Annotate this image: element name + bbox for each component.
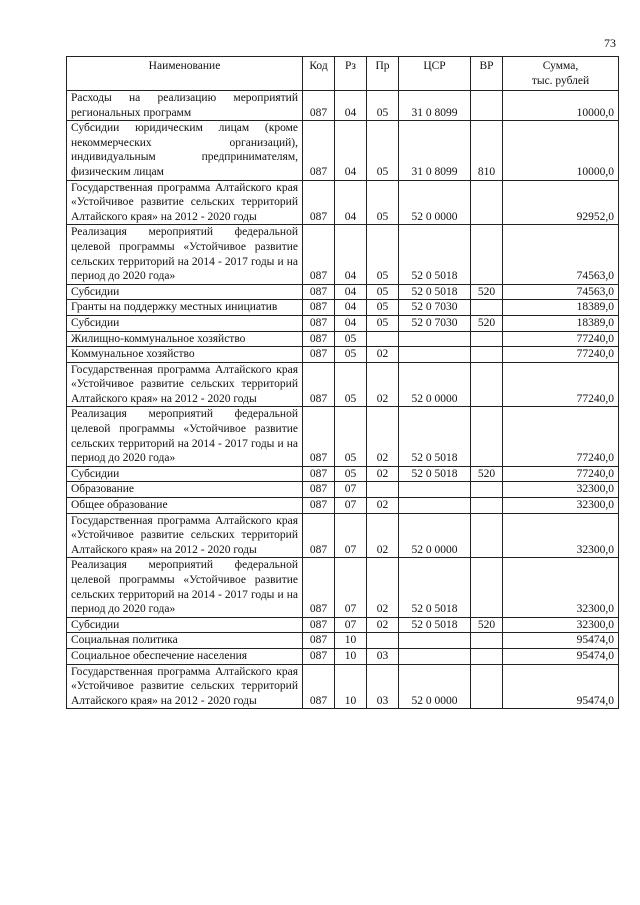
cell-kod: 087 (303, 362, 335, 407)
table-row (67, 121, 619, 180)
cell-sum: 77240,0 (503, 407, 619, 466)
cell-vr: 520 (471, 284, 503, 300)
table-row (67, 498, 619, 514)
cell-sum: 18389,0 (503, 315, 619, 331)
cell-kod: 087 (303, 648, 335, 664)
cell-name: Государственная программа Алтайского края «Устойчивое развитие сельских территорий Алтайского края» на 2012 - 2020 годы (67, 513, 303, 558)
cell-vr: 520 (471, 617, 503, 633)
cell-vr (471, 91, 503, 121)
table-row (67, 284, 619, 300)
table-row (67, 633, 619, 649)
cell-kod: 087 (303, 225, 335, 284)
cell-pr (367, 331, 399, 347)
cell-vr (471, 482, 503, 498)
table-row (67, 300, 619, 316)
table-row (67, 347, 619, 363)
header-pr: Пр (367, 57, 399, 91)
table-row (67, 482, 619, 498)
cell-name: Образование (67, 482, 303, 498)
cell-csr (399, 331, 471, 347)
cell-vr (471, 407, 503, 466)
header-kod: Код (303, 57, 335, 91)
cell-csr: 52 0 0000 (399, 664, 471, 709)
cell-sum: 32300,0 (503, 482, 619, 498)
cell-vr (471, 225, 503, 284)
cell-pr: 02 (367, 347, 399, 363)
table-row (67, 180, 619, 225)
cell-kod: 087 (303, 331, 335, 347)
cell-sum: 95474,0 (503, 633, 619, 649)
cell-pr: 05 (367, 300, 399, 316)
cell-sum: 32300,0 (503, 558, 619, 617)
table-row (67, 513, 619, 558)
cell-kod: 087 (303, 513, 335, 558)
cell-rz: 05 (335, 362, 367, 407)
cell-csr (399, 648, 471, 664)
cell-pr: 05 (367, 284, 399, 300)
budget-table (66, 56, 619, 709)
table-header-row (67, 57, 619, 91)
cell-vr (471, 180, 503, 225)
cell-sum: 77240,0 (503, 331, 619, 347)
cell-sum: 74563,0 (503, 284, 619, 300)
cell-name: Субсидии (67, 466, 303, 482)
table-row (67, 362, 619, 407)
cell-name: Социальное обеспечение населения (67, 648, 303, 664)
cell-csr (399, 347, 471, 363)
cell-pr: 02 (367, 558, 399, 617)
cell-vr (471, 648, 503, 664)
cell-vr (471, 498, 503, 514)
cell-pr: 02 (367, 513, 399, 558)
cell-pr: 02 (367, 617, 399, 633)
cell-name: Субсидии (67, 617, 303, 633)
cell-vr (471, 633, 503, 649)
cell-kod: 087 (303, 284, 335, 300)
cell-vr (471, 347, 503, 363)
cell-pr: 05 (367, 121, 399, 180)
cell-pr: 02 (367, 362, 399, 407)
cell-rz: 07 (335, 617, 367, 633)
cell-vr (471, 513, 503, 558)
cell-rz: 04 (335, 284, 367, 300)
table-row (67, 558, 619, 617)
cell-vr (471, 664, 503, 709)
cell-rz: 07 (335, 482, 367, 498)
cell-name: Коммунальное хозяйство (67, 347, 303, 363)
cell-kod: 087 (303, 558, 335, 617)
cell-pr (367, 633, 399, 649)
cell-csr: 52 0 7030 (399, 315, 471, 331)
cell-csr: 52 0 5018 (399, 466, 471, 482)
header-vr: ВР (471, 57, 503, 91)
cell-name: Реализация мероприятий федеральной целевой программы «Устойчивое развитие сельских территорий на 2014 - 2017 годы и на период до 2020 года» (67, 225, 303, 284)
cell-sum: 77240,0 (503, 347, 619, 363)
cell-rz: 05 (335, 466, 367, 482)
cell-pr: 05 (367, 315, 399, 331)
table-row (67, 315, 619, 331)
cell-name: Субсидии (67, 284, 303, 300)
cell-kod: 087 (303, 664, 335, 709)
cell-csr: 52 0 5018 (399, 617, 471, 633)
cell-csr (399, 482, 471, 498)
cell-rz: 04 (335, 225, 367, 284)
cell-kod: 087 (303, 300, 335, 316)
cell-name: Государственная программа Алтайского края «Устойчивое развитие сельских территорий Алтайского края» на 2012 - 2020 годы (67, 664, 303, 709)
cell-rz: 04 (335, 121, 367, 180)
cell-sum: 32300,0 (503, 617, 619, 633)
cell-kod: 087 (303, 121, 335, 180)
cell-rz: 10 (335, 648, 367, 664)
cell-kod: 087 (303, 617, 335, 633)
header-sum (503, 57, 619, 91)
cell-kod: 087 (303, 91, 335, 121)
cell-rz: 07 (335, 513, 367, 558)
cell-rz: 07 (335, 558, 367, 617)
table-row (67, 331, 619, 347)
cell-sum: 18389,0 (503, 300, 619, 316)
header-sum-line1: Сумма, (542, 60, 579, 72)
cell-rz: 07 (335, 498, 367, 514)
cell-sum: 10000,0 (503, 91, 619, 121)
cell-csr: 52 0 5018 (399, 407, 471, 466)
cell-sum: 32300,0 (503, 498, 619, 514)
cell-rz: 04 (335, 91, 367, 121)
header-sum-line2: тыс. рублей (531, 74, 590, 87)
cell-rz: 05 (335, 407, 367, 466)
cell-name: Субсидии юридическим лицам (кроме некоммерческих организаций), индивидуальным предпринимателям, физическим лицам (67, 121, 303, 180)
cell-rz: 05 (335, 331, 367, 347)
header-rz: Рз (335, 57, 367, 91)
cell-csr: 52 0 0000 (399, 513, 471, 558)
cell-kod: 087 (303, 498, 335, 514)
cell-rz: 10 (335, 664, 367, 709)
cell-pr: 02 (367, 466, 399, 482)
cell-kod: 087 (303, 633, 335, 649)
table-row (67, 648, 619, 664)
cell-pr (367, 482, 399, 498)
table-row (67, 407, 619, 466)
cell-sum: 32300,0 (503, 513, 619, 558)
table-row (67, 466, 619, 482)
cell-rz: 04 (335, 300, 367, 316)
cell-vr (471, 300, 503, 316)
cell-vr (471, 331, 503, 347)
cell-kod: 087 (303, 180, 335, 225)
cell-sum: 77240,0 (503, 466, 619, 482)
cell-name: Государственная программа Алтайского края «Устойчивое развитие сельских территорий Алтайского края» на 2012 - 2020 годы (67, 362, 303, 407)
cell-rz: 10 (335, 633, 367, 649)
header-csr: ЦСР (399, 57, 471, 91)
cell-csr: 52 0 7030 (399, 300, 471, 316)
cell-rz: 05 (335, 347, 367, 363)
cell-name: Реализация мероприятий федеральной целевой программы «Устойчивое развитие сельских территорий на 2014 - 2017 годы и на период до 2020 года» (67, 558, 303, 617)
cell-pr: 05 (367, 91, 399, 121)
cell-vr: 810 (471, 121, 503, 180)
cell-pr: 03 (367, 648, 399, 664)
cell-csr: 52 0 5018 (399, 284, 471, 300)
cell-name: Расходы на реализацию мероприятий региональных программ (67, 91, 303, 121)
cell-csr: 31 0 8099 (399, 91, 471, 121)
cell-pr: 05 (367, 225, 399, 284)
header-name: Наименование (67, 57, 303, 91)
cell-name: Гранты на поддержку местных инициатив (67, 300, 303, 316)
cell-csr: 31 0 8099 (399, 121, 471, 180)
cell-pr: 02 (367, 498, 399, 514)
cell-pr: 02 (367, 407, 399, 466)
cell-sum: 92952,0 (503, 180, 619, 225)
cell-sum: 95474,0 (503, 664, 619, 709)
cell-pr: 03 (367, 664, 399, 709)
cell-kod: 087 (303, 347, 335, 363)
cell-rz: 04 (335, 315, 367, 331)
cell-csr: 52 0 0000 (399, 180, 471, 225)
table-row (67, 617, 619, 633)
cell-sum: 95474,0 (503, 648, 619, 664)
table-row (67, 225, 619, 284)
cell-vr (471, 362, 503, 407)
cell-vr: 520 (471, 315, 503, 331)
table-row (67, 91, 619, 121)
cell-rz: 04 (335, 180, 367, 225)
cell-csr (399, 633, 471, 649)
cell-kod: 087 (303, 482, 335, 498)
cell-csr: 52 0 5018 (399, 225, 471, 284)
table-row (67, 664, 619, 709)
cell-vr (471, 558, 503, 617)
cell-name: Государственная программа Алтайского края «Устойчивое развитие сельских территорий Алтайского края» на 2012 - 2020 годы (67, 180, 303, 225)
cell-kod: 087 (303, 315, 335, 331)
cell-csr: 52 0 0000 (399, 362, 471, 407)
cell-csr: 52 0 5018 (399, 558, 471, 617)
page-number: 73 (604, 36, 616, 50)
cell-csr (399, 498, 471, 514)
cell-name: Общее образование (67, 498, 303, 514)
cell-name: Реализация мероприятий федеральной целевой программы «Устойчивое развитие сельских территорий на 2014 - 2017 годы и на период до 2020 года» (67, 407, 303, 466)
cell-name: Субсидии (67, 315, 303, 331)
cell-name: Жилищно-коммунальное хозяйство (67, 331, 303, 347)
cell-pr: 05 (367, 180, 399, 225)
cell-kod: 087 (303, 407, 335, 466)
cell-sum: 74563,0 (503, 225, 619, 284)
cell-kod: 087 (303, 466, 335, 482)
cell-sum: 10000,0 (503, 121, 619, 180)
cell-sum: 77240,0 (503, 362, 619, 407)
cell-name: Социальная политика (67, 633, 303, 649)
cell-vr: 520 (471, 466, 503, 482)
